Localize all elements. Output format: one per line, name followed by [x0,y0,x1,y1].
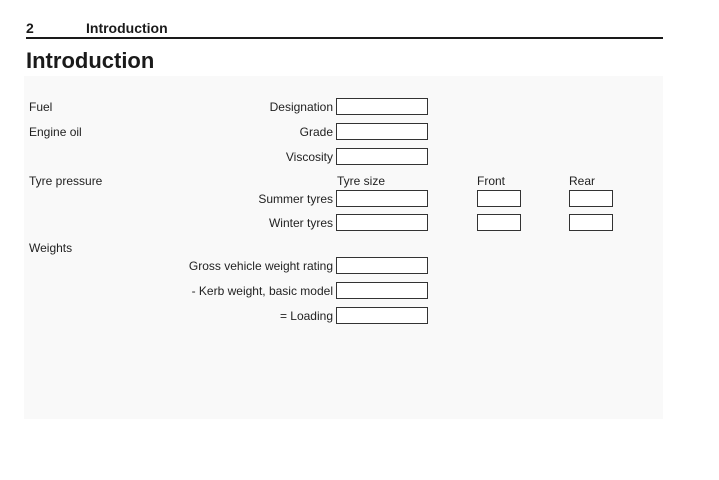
rear-header: Rear [569,174,596,188]
winter-tyres-label: Winter tyres [268,216,333,230]
winter-front-pressure-field[interactable] [477,214,521,231]
viscosity-label: Viscosity [285,150,333,164]
viscosity-field[interactable] [336,148,428,165]
weights-label: Weights [29,241,73,255]
tyre-pressure-label: Tyre pressure [29,174,103,188]
summer-front-pressure-field[interactable] [477,190,521,207]
grade-field[interactable] [336,123,428,140]
front-header: Front [477,174,506,188]
loading-field[interactable] [336,307,428,324]
summer-tyres-label: Summer tyres [258,192,333,206]
running-section-title: Introduction [86,20,168,36]
winter-tyre-size-field[interactable] [336,214,428,231]
kerb-weight-label: - Kerb weight, basic model [191,284,333,298]
summer-tyre-size-field[interactable] [336,190,428,207]
gross-weight-label: Gross vehicle weight rating [188,259,333,273]
designation-label: Designation [269,100,333,114]
gross-weight-field[interactable] [336,257,428,274]
winter-rear-pressure-field[interactable] [569,214,613,231]
page-title: Introduction [26,48,155,73]
designation-field[interactable] [336,98,428,115]
loading-label: = Loading [279,309,333,323]
kerb-weight-field[interactable] [336,282,428,299]
page-number: 2 [26,20,34,36]
engine-oil-label: Engine oil [29,125,82,139]
fuel-label: Fuel [29,100,53,114]
summer-rear-pressure-field[interactable] [569,190,613,207]
grade-label: Grade [299,125,333,139]
tyre-size-header: Tyre size [337,174,386,188]
running-header [26,18,663,39]
